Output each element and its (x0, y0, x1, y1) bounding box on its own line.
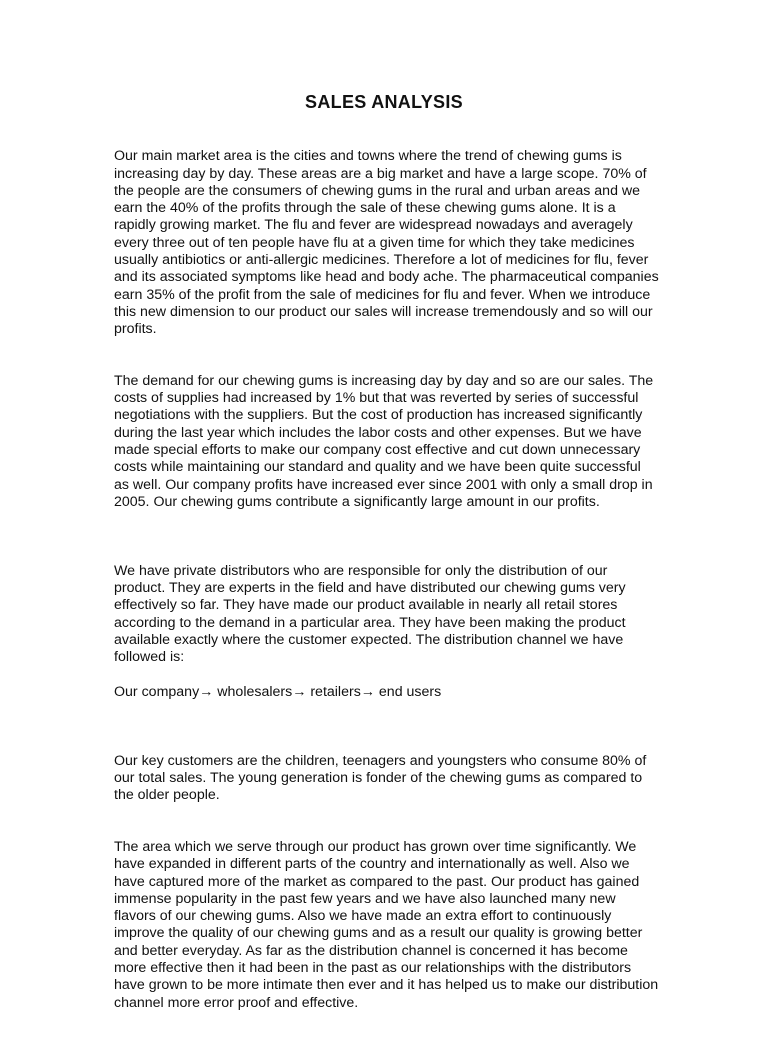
paragraph-distributors (114, 546, 659, 719)
paragraph-market-area: Our main market area is the cities and towns where the trend of chewing gums is increasing day by day. These areas are a big market and have a large scope. 70% of the people are the consumers of chewing gums in the rural and urban areas and we earn the 40% of the profits through the sale of these chewing gums alone. It is a rapidly growing market. The flu and fever are widespread nowadays and averagely every three out of ten people have flu at a given time for which they take medicines usually antibiotics or anti-allergic medicines. Therefore a lot of medicines for flu, fever and its associated symptoms like head and body ache. The pharmaceutical companies earn 35% of the profit from the sale of medicines for flu and fever. When we introduce this new dimension to our product our sales will increase tremendously and so will our profits. (114, 148, 659, 338)
paragraph-area-served: The area which we serve through our product has grown over time significantly. We have expanded in different parts of the country and internationally as well. Also we have captured more of the market as compared to the past. Our product has gained immense popularity in the past few years and we have also launched many new flavors of our chewing gums. Also we have made an extra effort to continuously improve the quality of our chewing gums and as a result our quality is growing better and better everyday. As far as the distribution channel is concerned it has become more effective then it had been in the past as our relationships with the distributors have grown to be more intimate then ever and it has helped us to make our distribution channel more error proof and effective. (114, 838, 659, 1011)
page-title: SALES ANALYSIS (305, 92, 463, 112)
distribution-chain: Our company→ wholesalers→ retailers→ end users (114, 683, 442, 700)
paragraph-distributors-text: We have private distributors who are responsible for only the distribution of our product. They are experts in the field and have distributed our chewing gums very effectively so far. They have made our product available in nearly all retail stores according to the demand in a particular area. They have been making the product available exactly where the customer expected. The distribution channel we have followed is: (114, 562, 626, 666)
paragraph-key-customers: Our key customers are the children, teenagers and youngsters who consume 80% of our total sales. The young generation is fonder of the chewing gums as compared to the older people. (114, 752, 647, 804)
document-body (114, 131, 659, 1046)
paragraph-demand: The demand for our chewing gums is increasing day by day and so are our sales. The costs of supplies had increased by 1% but that was reverted by series of successful negotiations with the suppliers. But the cost of production has increased significantly during the last year which includes the labor costs and other expenses. But we have made special efforts to make our company cost effective and cut down unnecessary costs while maintaining our standard and quality and we have been quite successful as well. Our company profits have increased ever since 2001 with only a small drop in 2005. Our chewing gums contribute a significantly large amount in our profits. (114, 372, 654, 510)
